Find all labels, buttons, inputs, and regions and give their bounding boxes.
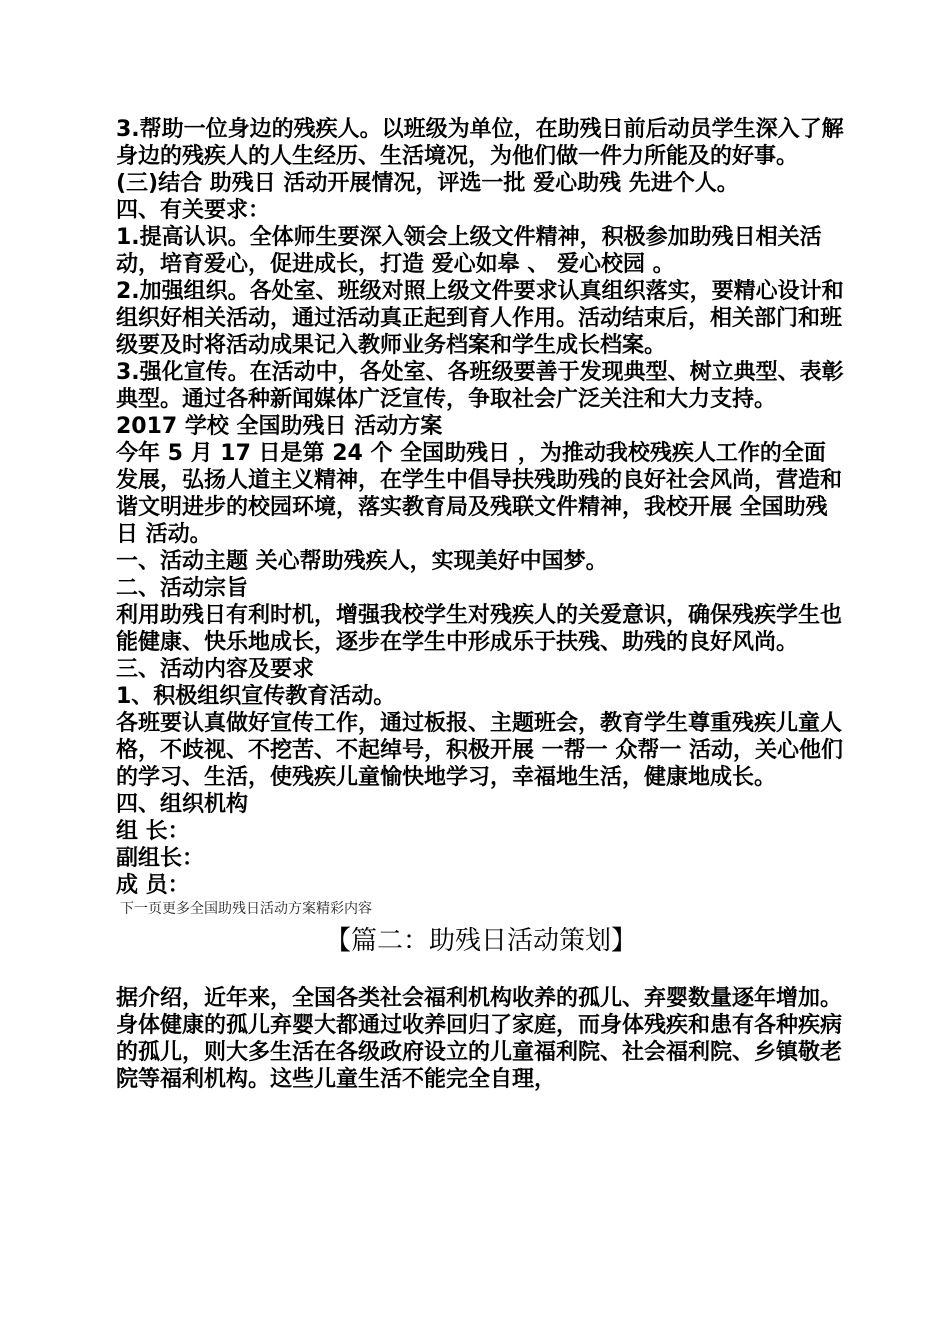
paragraph-class-activity: 各班要认真做好宣传工作，通过板报、主题班会，教育学生尊重残疾儿童人格，不歧视、不挖苦、不起绰号，积极开展 一帮一 众帮一 活动，关心他们的学习、生活，使残疾儿童愉快地学习，幸福地生活，健康地成长。 (116, 711, 843, 790)
paragraph-help-disabled: 3.帮助一位身边的残疾人。以班级为单位，在助残日前后动员学生深入了解身边的残疾人的人生经历、生活境况，为他们做一件力所能及的好事。 (116, 117, 844, 169)
leader-line: 组 长： (116, 819, 190, 844)
deputy-leader-line: 副组长： (116, 846, 205, 871)
heading-org-structure: 四、组织机构 (116, 792, 249, 817)
more-content-link[interactable]: 下一页更多全国助残日活动方案精彩内容 (120, 901, 372, 917)
heading-content: 三、活动内容及要求 (116, 657, 315, 682)
plan-title: 2017 学校 全国助残日 活动方案 (116, 414, 443, 439)
members-line: 成 员： (116, 873, 190, 898)
paragraph-awareness: 1.提高认识。全体师生要深入领会上级文件精神，积极参加助残日相关活动，培育爱心，促进成长，打造 爱心如皋 、 爱心校园 。 (116, 225, 822, 277)
paragraph-publicity: 3.强化宣传。在活动中，各处室、各班级要善于发现典型、树立典型、表彰典型。通过各种新闻媒体广泛宣传，争取社会广泛关注和大力支持。 (116, 360, 844, 412)
heading-publicity-activity: 1、积极组织宣传教育活动。 (116, 684, 396, 709)
section-paragraph: 据介绍，近年来，全国各类社会福利机构收养的孤儿、弃婴数量逐年增加。身体健康的孤儿弃婴大都通过收养回归了家庭，而身体残疾和患有各种疾病的孤儿，则大多生活在各级政府设立的儿童福利院、社会福利院、乡镇敬老院等福利机构。这些儿童生活不能完全自理， (116, 986, 843, 1092)
paragraph-purpose: 利用助残日有利时机，增强我校学生对残疾人的关爱意识，确保残疾学生也能健康、快乐地成长，逐步在学生中形成乐于扶残、助残的良好风尚。 (116, 603, 843, 655)
paragraph-organization: 2.加强组织。各处室、班级对照上级文件要求认真组织落实，要精心设计和组织好相关活动，通过活动真正起到育人作用。活动结束后，相关部门和班级要及时将活动成果记入教师业务档案和学生成长档案。 (116, 279, 844, 358)
document-body (116, 116, 846, 1093)
heading-theme: 一、活动主题 关心帮助残疾人，实现美好中国梦。 (116, 549, 608, 574)
section-title: 【篇二：助残日活动策划】 (324, 926, 637, 956)
heading-purpose: 二、活动宗旨 (116, 576, 249, 601)
paragraph-selection: (三)结合 助残日 活动开展情况，评选一批 爱心助残 先进个人。 (116, 171, 739, 196)
heading-requirements: 四、有关要求： (116, 198, 271, 223)
paragraph-intro: 今年 5 月 17 日是第 24 个 全国助残日 ，为推动我校残疾人工作的全面发展，弘扬人道主义精神，在学生中倡导扶残助残的良好社会风尚，营造和谐文明进步的校园环境，落实教育局及残联文件精神，我校开展 全国助残日 活动。 (116, 441, 843, 547)
